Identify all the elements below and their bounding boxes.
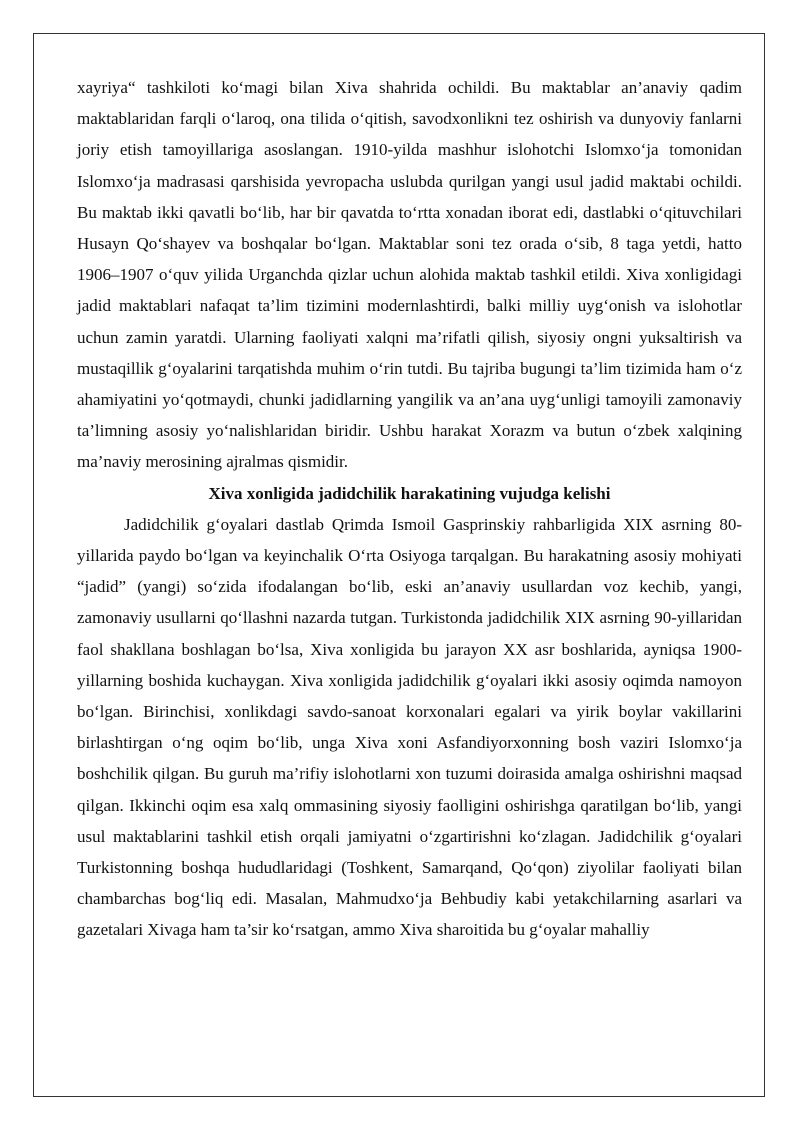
section-heading: Xiva xonligida jadidchilik harakatining vujudga kelishi [208,483,611,503]
document-body [77,72,742,946]
body-paragraph: Jadidchilik g‘oyalari dastlab Qrimda Ismoil Gasprinskiy rahbarligida XIX asrning 80-yillarida paydo bo‘lgan va keyinchalik O‘rta Osiyoga tarqalgan. Bu harakatning asosiy mohiyati “jadid” (yangi) so‘zida ifodalangan bo‘lib, eski an’anaviy usullardan voz kechib, yangi, zamonaviy usullarni qo‘llashni nazarda tutgan. Turkistonda jadidchilik XIX asrning 90-yillaridan faol shakllana boshlagan bo‘lsa, Xiva xonligida bu jarayon XX asr boshlarida, ayniqsa 1900-yillarning boshida kuchaygan. Xiva xonligida jadidchilik g‘oyalari ikki asosiy oqimda namoyon bo‘lgan. Birinchisi, xonlikdagi savdo-sanoat korxonalari egalari va yirik boylar vakillarini birlashtirgan o‘ng oqim bo‘lib, unga Xiva xoni Asfandiyorxonning bosh vaziri Islomxo‘ja boshchilik qilgan. Bu guruh ma’rifiy islohotlarni xon tuzumi doirasida amalga oshirishni maqsad qilgan. Ikkinchi oqim esa xalq ommasining siyosiy faolligini oshirishga qaratilgan bo‘lib, yangi usul maktablarini tashkil etish orqali jamiyatni o‘zgartirishni ko‘zlagan. Jadidchilik g‘oyalari Turkistonning boshqa hududlaridagi (Toshkent, Samarqand, Qo‘qon) ziyolilar faoliyati bilan chambarchas bog‘liq edi. Masalan, Mahmudxo‘ja Behbudiy kabi yetakchilarning asarlari va gazetalari Xivaga ham ta’sir ko‘rsatgan, ammo Xiva sharoitida bu g‘oyalar mahalliy [77,514,742,940]
body-paragraph: xayriya“ tashkiloti ko‘magi bilan Xiva shahrida ochildi. Bu maktablar an’anaviy qadim maktablaridan farqli o‘laroq, ona tilida o‘qitish, savodxonlikni tez oshirish va dunyoviy fanlarni joriy etish tamoyillariga asoslangan. 1910-yilda mashhur islohotchi Islomxo‘ja tomonidan Islomxo‘ja madrasasi qarshisida yevropacha uslubda qurilgan yangi usul jadid maktabi ochildi. Bu maktab ikki qavatli bo‘lib, har bir qavatda to‘rtta xonadan iborat edi, dastlabki o‘qituvchilari Husayn Qo‘shayev va boshqalar bo‘lgan. Maktablar soni tez orada o‘sib, 8 taga yetdi, hatto 1906–1907 o‘quv yilida Urganchda qizlar uchun alohida maktab tashkil etildi. Xiva xonligidagi jadid maktablari nafaqat ta’lim tizimini modernlashtirdi, balki milliy uyg‘onish va islohotlar uchun zamin yaratdi. Ularning faoliyati xalqni ma’rifatli qilish, siyosiy ongni yuksaltirish va mustaqillik g‘oyalarini tarqatishda muhim o‘rin tutdi. Bu tajriba bugungi ta’lim tizimida ham o‘z ahamiyatini yo‘qotmaydi, chunki jadidlarning yangilik va an’ana uyg‘unligi tamoyili zamonaviy ta’limning asosiy yo‘nalishlaridan biridir. Ushbu harakat Xorazm va butun o‘zbek xalqining ma’naviy merosining ajralmas qismidir. [77,78,742,472]
